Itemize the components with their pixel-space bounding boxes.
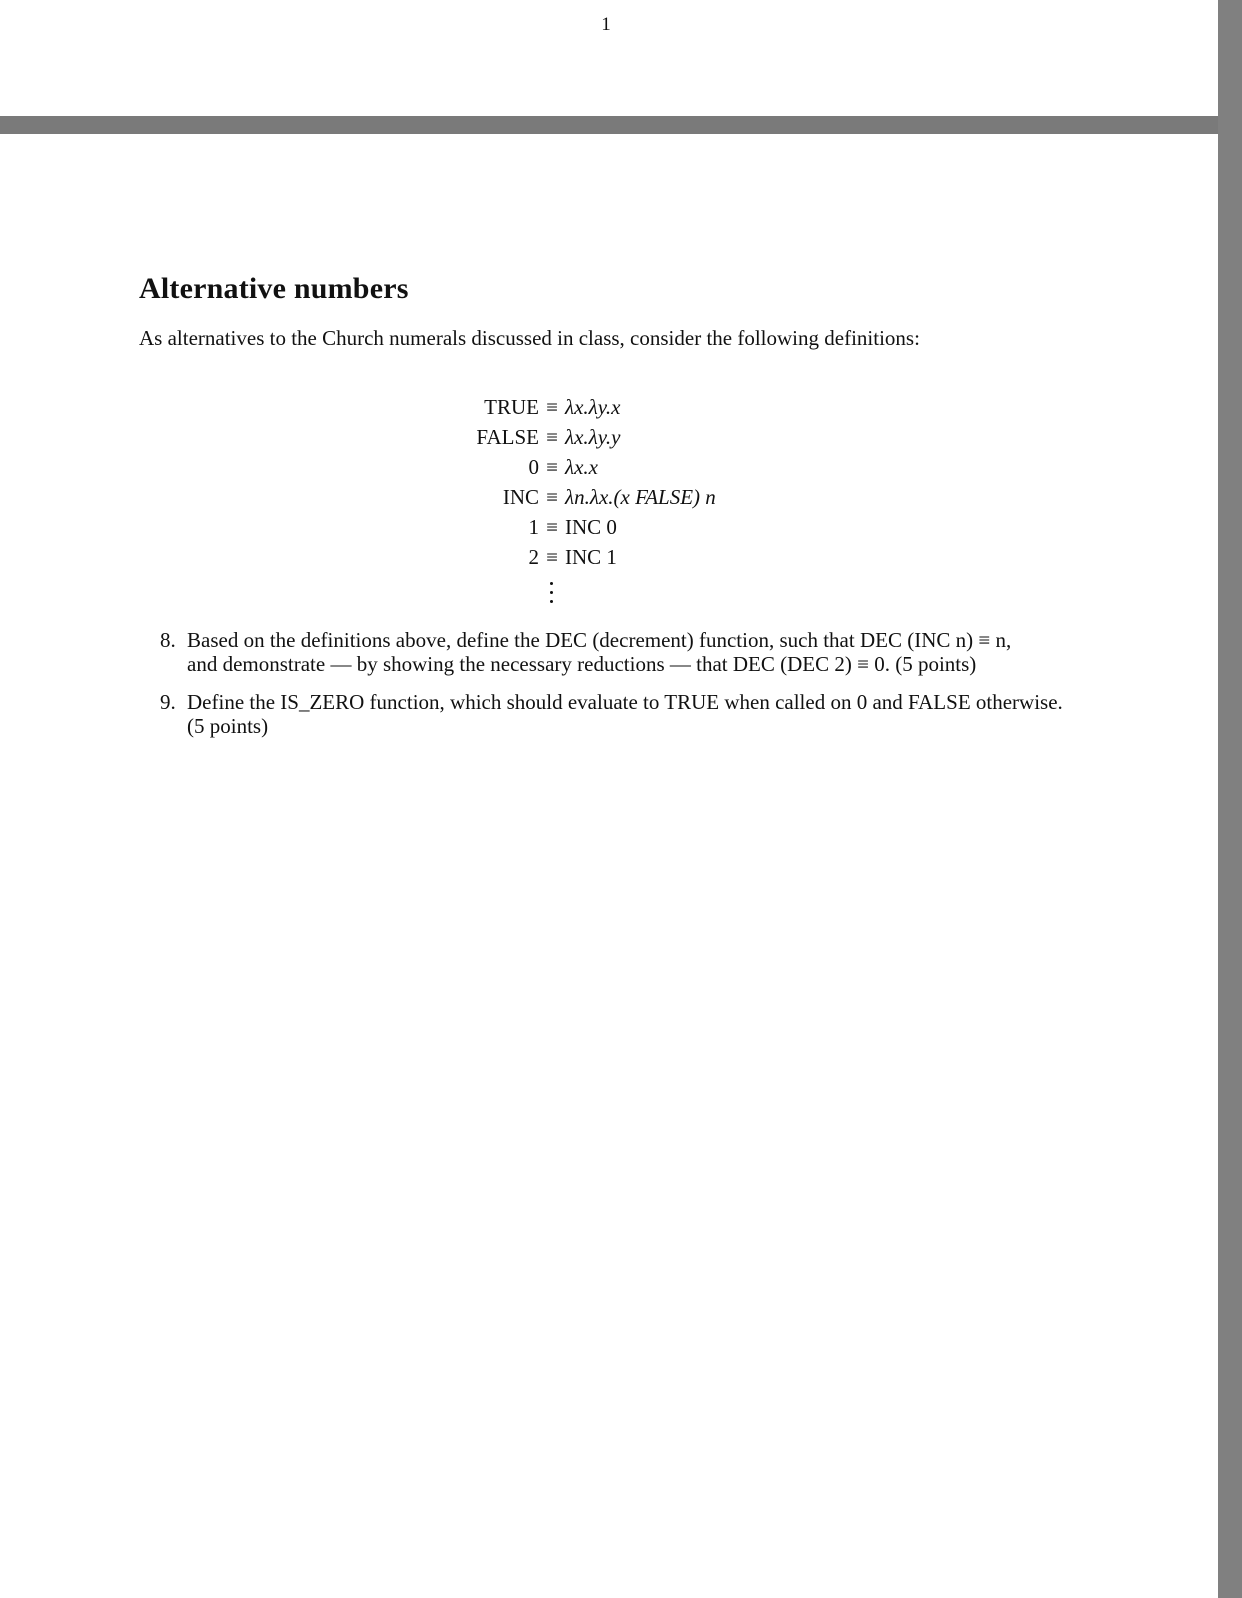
equiv-symbol: ≡ — [546, 455, 558, 479]
current-page — [0, 134, 1218, 1598]
question-line: and demonstrate — by showing the necessary reductions — that DEC (DEC 2) ≡ 0. (5 points) — [187, 652, 977, 676]
definitions-block — [400, 392, 820, 572]
previous-page — [0, 0, 1218, 116]
equiv-symbol: ≡ — [546, 545, 558, 569]
intro-paragraph: As alternatives to the Church numerals discussed in class, consider the following definitions: — [139, 326, 920, 350]
question-text — [187, 690, 1080, 738]
definition-lhs: 2 — [528, 545, 539, 569]
question-line: Define the IS_ZERO function, which should evaluate to TRUE when called on 0 and FALSE otherwise. — [187, 690, 1063, 714]
equiv-symbol: ≡ — [546, 395, 558, 419]
question-item — [160, 628, 1080, 676]
question-text — [187, 628, 1080, 676]
page-separator — [0, 116, 1218, 134]
equiv-symbol: ≡ — [546, 425, 558, 449]
definition-row — [400, 542, 820, 572]
definition-row — [400, 482, 820, 512]
definition-lhs: FALSE — [476, 425, 539, 449]
section-title: Alternative numbers — [139, 272, 409, 305]
definition-rhs: λn.λx.(x FALSE) n — [565, 485, 716, 509]
definition-rhs: λx.x — [565, 455, 598, 479]
definition-lhs: TRUE — [484, 395, 539, 419]
question-number: 9. — [160, 690, 176, 714]
definition-row — [400, 422, 820, 452]
question-line: Based on the definitions above, define the DEC (decrement) function, such that DEC (INC n) ≡ n, — [187, 628, 1012, 652]
definition-rhs: λx.λy.x — [565, 395, 621, 419]
equiv-symbol: ≡ — [546, 515, 558, 539]
page-number: 1 — [601, 14, 611, 35]
question-item — [160, 690, 1080, 738]
definition-lhs: 0 — [528, 455, 539, 479]
definition-row — [400, 392, 820, 422]
question-list — [160, 628, 1080, 752]
question-line: (5 points) — [187, 714, 269, 738]
equiv-symbol: ≡ — [546, 485, 558, 509]
definition-lhs: INC — [502, 485, 539, 509]
vertical-ellipsis-icon — [544, 582, 558, 610]
scrollbar[interactable] — [1218, 0, 1242, 1598]
definition-rhs: INC 1 — [565, 545, 617, 569]
definition-rhs: λx.λy.y — [565, 425, 621, 449]
definition-rhs: INC 0 — [565, 515, 617, 539]
definition-lhs: 1 — [528, 515, 539, 539]
definition-row — [400, 512, 820, 542]
question-number: 8. — [160, 628, 176, 652]
definition-row — [400, 452, 820, 482]
